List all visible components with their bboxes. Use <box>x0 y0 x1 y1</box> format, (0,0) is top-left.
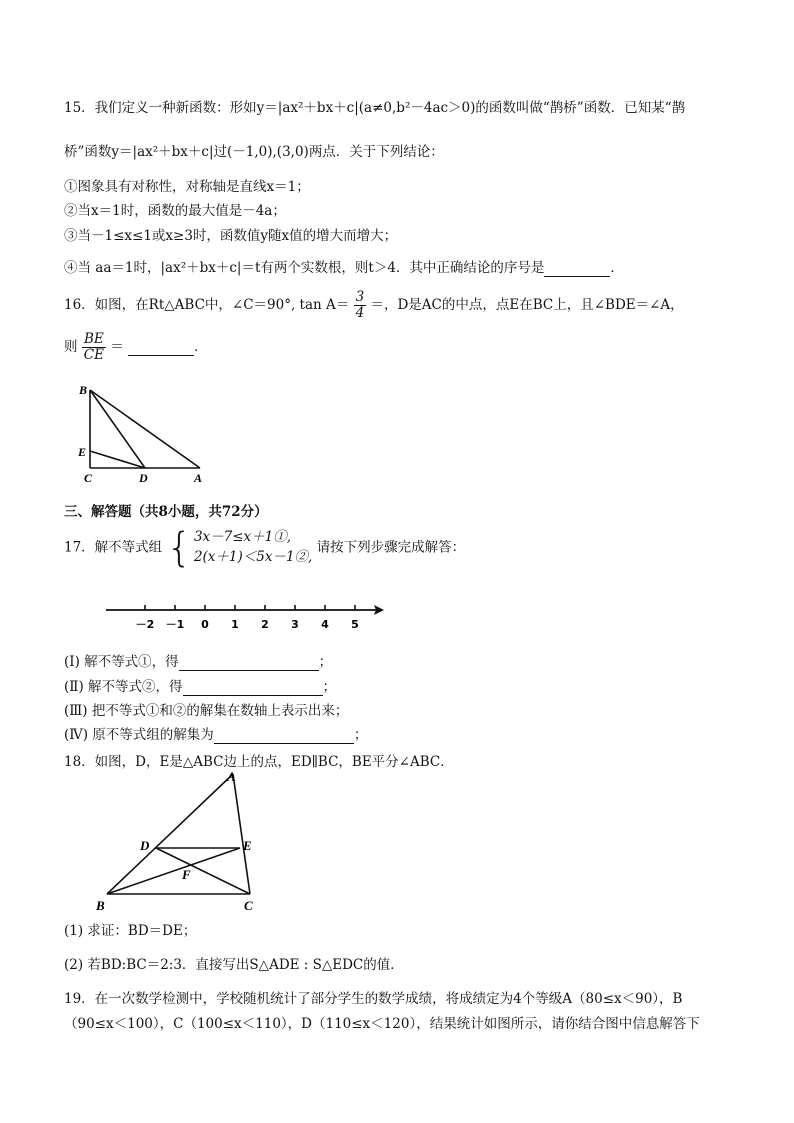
q17-brace: { <box>166 525 192 571</box>
q17-tick-label: －1 <box>165 618 185 631</box>
q17-step1: (Ⅰ) 解不等式①，得 <box>64 654 179 670</box>
q17-ineq2: 2(x＋1)＜5x－1②, <box>193 549 313 565</box>
q18-part2: (2) 若BD:BC＝2:3．直接写出S△ADE : S△EDC的值． <box>64 957 404 973</box>
q17-tick-label: 2 <box>261 618 269 631</box>
q16-frac-den: 4 <box>355 304 365 321</box>
q16-label-b: B <box>79 383 88 397</box>
q17-step1-blank[interactable] <box>179 654 319 671</box>
q16-label-d: D <box>139 471 148 485</box>
q18-triangle-figure <box>90 768 270 918</box>
q16-frac-num: 3 <box>355 289 365 305</box>
q17-suffix: 请按下列步骤完成解答： <box>316 539 466 556</box>
q17-step2-row <box>64 675 336 696</box>
q16-then: 则 <box>64 338 78 355</box>
q16-segment-ed <box>90 451 145 468</box>
q17-tick-label: 1 <box>231 618 239 631</box>
q17-tick-label: 4 <box>321 618 329 631</box>
q17-step4-semicolon: ； <box>353 727 368 743</box>
q16-label-c: C <box>84 471 93 485</box>
q17-step1-row <box>64 650 332 671</box>
q15-answer-blank[interactable] <box>544 260 610 277</box>
q15-conclusion-4: ④当 aa＝1时，|ax²＋bx＋c|＝t有两个实数根，则t＞4．其中正确结论的序号是 <box>64 260 545 276</box>
q17-step2-blank[interactable] <box>183 679 323 696</box>
q16-row2 <box>64 332 208 363</box>
q16-triangle-figure <box>70 378 220 488</box>
q16-ratio-fraction <box>82 332 106 363</box>
q16-tan-fraction <box>354 290 367 321</box>
q15-line1: 15．我们定义一种新函数：形如y＝|ax²＋bx＋c|(a≠0,b²－4ac＞0)的函数叫做“鹊桥”函数．已知某“鹊 <box>64 100 686 116</box>
q17-row <box>64 525 466 571</box>
q17-step2: (Ⅱ) 解不等式②，得 <box>64 679 183 695</box>
q18-label-d: D <box>140 838 150 853</box>
q17-tick-label: 5 <box>351 618 359 631</box>
q17-inequality-system <box>166 525 313 571</box>
q18-part1: (1) 求证：BD＝DE； <box>64 923 197 939</box>
q19-line2: （90≤x＜100），C（100≤x＜110），D（110≤x＜120），结果统计如图所示，请你结合图中信息解答下 <box>64 1016 700 1032</box>
q16-segment-bd <box>90 390 145 468</box>
q17-step1-semicolon: ； <box>318 654 333 670</box>
q16-prefix: 16．如图，在Rt△ABC中，∠C＝90°, tan A＝ <box>64 296 350 313</box>
q16-ratio-num: BE <box>84 331 104 347</box>
q17-ineq1: 3x－7≤x＋1①, <box>193 529 292 546</box>
q18-side-ac <box>233 774 250 894</box>
q16-row1 <box>64 290 684 321</box>
q16-label-e: E <box>78 445 87 459</box>
q16-end: ． <box>194 338 208 355</box>
q16-answer-blank[interactable] <box>128 339 194 356</box>
q15-end: ． <box>610 260 624 276</box>
q17-step4: (Ⅳ) 原不等式组的解集为 <box>64 727 214 743</box>
q15-conclusion-1: ①图象具有对称性，对称轴是直线x＝1； <box>64 179 310 195</box>
q19-line1: 19．在一次数学检测中，学校随机统计了部分学生的数学成绩，将成绩定为4个等级A（80≤x＜90），B <box>64 991 683 1007</box>
q16-suffix: ＝，D是AC的中点，点E在BC上，且∠BDE＝∠A， <box>370 296 684 313</box>
q18-segment-be <box>107 848 240 894</box>
q18-label-f: F <box>182 867 191 882</box>
q17-tick-label: 3 <box>291 618 299 631</box>
q15-line2: 桥”函数y＝|ax²＋bx＋c|过(－1,0),(3,0)两点．关于下列结论： <box>64 144 444 160</box>
q17-step3: (Ⅲ) 把不等式①和②的解集在数轴上表示出来； <box>64 703 349 719</box>
q17-step2-semicolon: ； <box>322 679 337 695</box>
section-3-heading: 三、解答题（共8小题，共72分） <box>64 504 268 520</box>
q17-tick-label: －2 <box>135 618 155 631</box>
q18-label-a: A <box>227 769 236 784</box>
q16-ratio-den: CE <box>83 346 104 363</box>
q15-conclusion-4-row <box>64 256 624 277</box>
q17-step4-blank[interactable] <box>214 727 354 744</box>
q17-prefix: 17．解不等式组 <box>64 539 163 556</box>
q18-segment-dc <box>156 848 250 894</box>
q18-label-e: E <box>243 838 252 853</box>
q17-tick-label: 0 <box>201 618 209 631</box>
q16-label-a: A <box>194 471 203 485</box>
q18-stem: 18．如图，D，E是△ABC边上的点，ED∥BC，BE平分∠ABC． <box>64 754 454 770</box>
q16-eq: ＝ <box>110 338 124 355</box>
q17-number-line <box>100 598 400 634</box>
q15-conclusion-3: ③当－1≤x≤1或x≥3时，函数值y随x值的增大而增大； <box>64 228 398 244</box>
q15-conclusion-2: ②当x＝1时，函数的最大值是－4a； <box>64 203 286 219</box>
q17-step4-row <box>64 723 367 744</box>
q18-label-c: C <box>244 898 253 913</box>
q18-label-b: B <box>96 898 105 913</box>
